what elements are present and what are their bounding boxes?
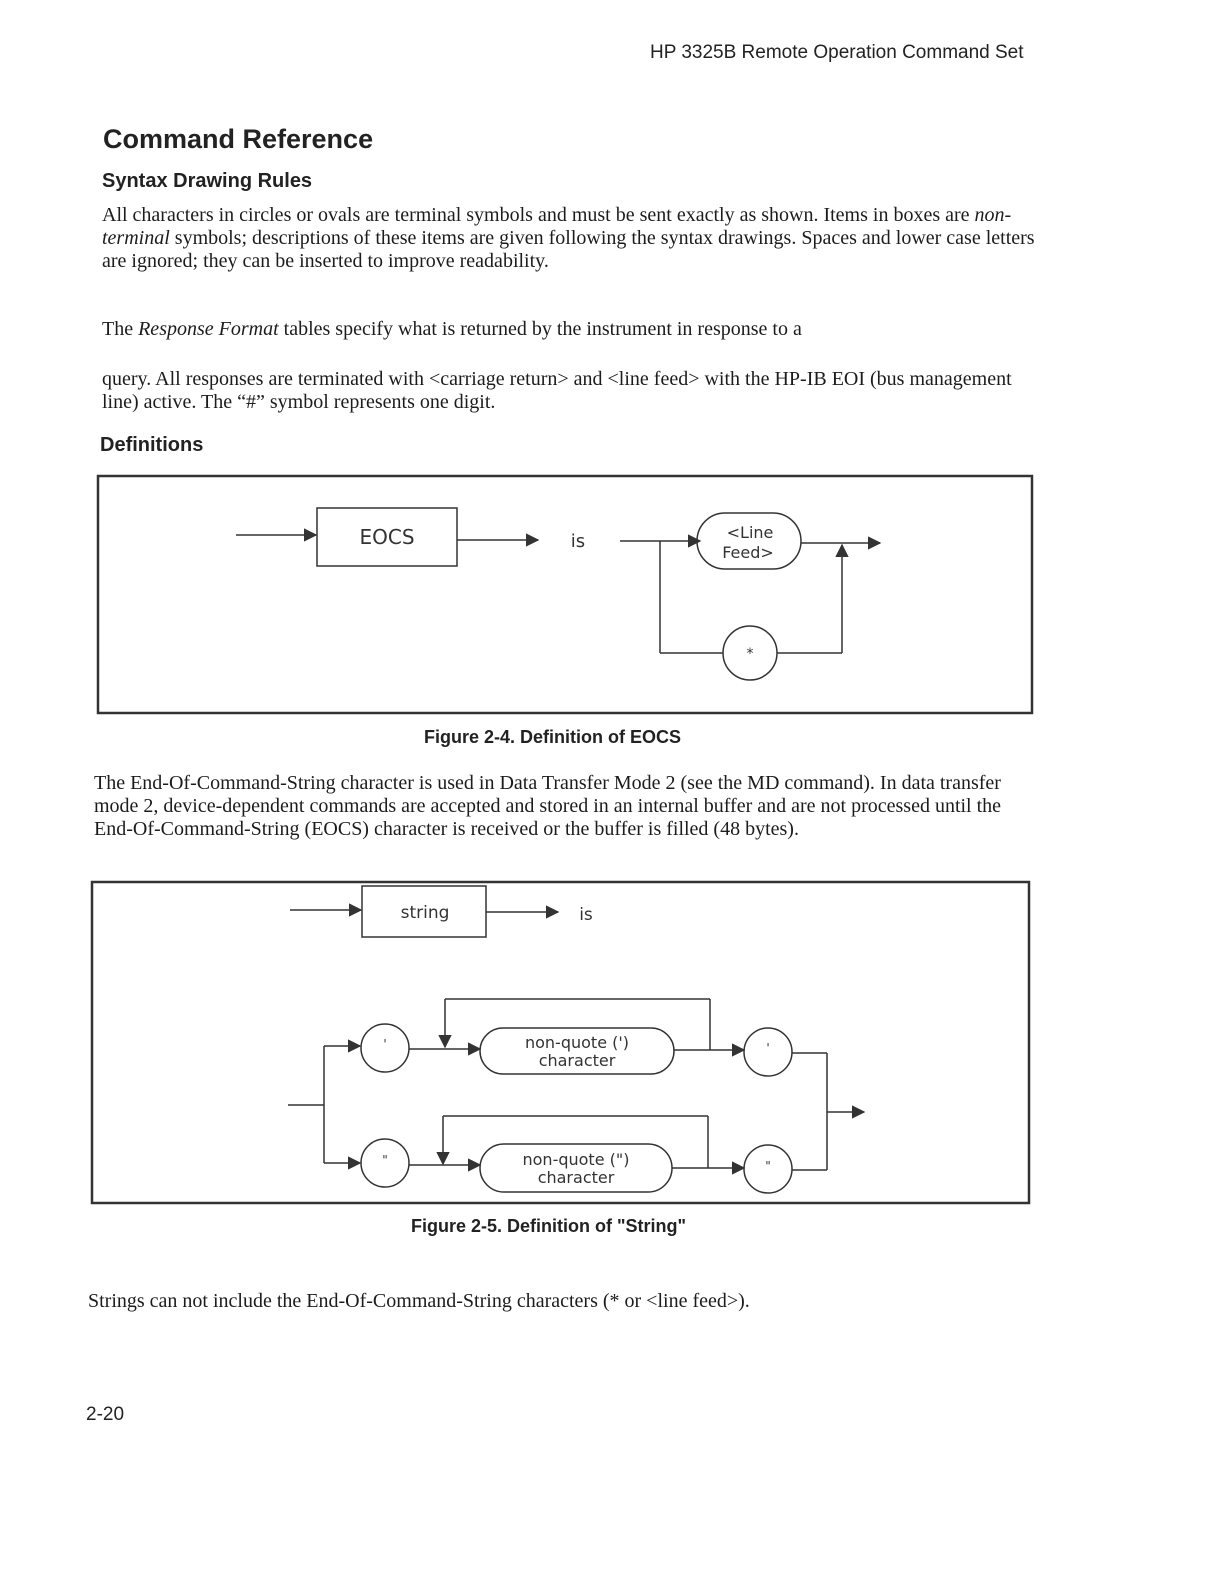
non-quote-double-line1: non-quote (") bbox=[522, 1150, 630, 1169]
non-quote-single-line2: character bbox=[538, 1051, 616, 1070]
string-box-label: string bbox=[400, 903, 450, 923]
line-feed-label-line2: Feed> bbox=[722, 543, 774, 562]
response-format-emphasis: Response Format bbox=[138, 318, 279, 340]
non-quote-single-line1: non-quote (') bbox=[524, 1033, 630, 1052]
definitions-heading: Definitions bbox=[100, 434, 204, 456]
eocs-box-label: EOCS bbox=[359, 525, 415, 549]
running-header: HP 3325B Remote Operation Command Set bbox=[650, 42, 1024, 63]
asterisk-label: * bbox=[746, 646, 754, 662]
section-title: Command Reference bbox=[103, 124, 374, 154]
string-is-label: is bbox=[579, 905, 593, 925]
figure-2-5-caption: Figure 2-5. Definition of "String" bbox=[411, 1216, 687, 1236]
double-quote-open-label: " bbox=[382, 1153, 388, 1167]
non-terminal-emphasis: non-terminal bbox=[102, 204, 1012, 249]
non-quote-double-line2: character bbox=[537, 1168, 615, 1187]
eocs-is-label: is bbox=[570, 531, 586, 552]
line-feed-label-line1: <Line bbox=[726, 523, 774, 542]
strings-note-paragraph: Strings can not include the End-Of-Command-String characters (* or <line feed>). bbox=[88, 1290, 750, 1312]
single-quote-close-label: ' bbox=[766, 1041, 770, 1055]
response-terminator-paragraph: query. All responses are terminated with <carriage return> and <line feed> with the HP-IB EOI (bus management line) active. The “#” symbol represents one digit. bbox=[102, 368, 1012, 413]
double-quote-close-label: " bbox=[765, 1159, 771, 1173]
section-subtitle: Syntax Drawing Rules bbox=[102, 170, 313, 192]
response-format-paragraph: The Response Format tables specify what is returned by the instrument in response to a bbox=[102, 318, 802, 340]
single-quote-open-label: ' bbox=[383, 1037, 387, 1051]
syntax-rules-paragraph: All characters in circles or ovals are terminal symbols and must be sent exactly as shown. Items in boxes are non-terminal symbols; descriptions of these items are given following the syntax drawings. Spaces and lower case letters are ignored; they can be inserted to improve readability. bbox=[102, 204, 1035, 272]
page-number: 2-20 bbox=[86, 1404, 125, 1425]
figure-2-4-caption: Figure 2-4. Definition of EOCS bbox=[424, 727, 682, 747]
eocs-figure-frame bbox=[98, 476, 1032, 713]
eocs-description-paragraph: The End-Of-Command-String character is used in Data Transfer Mode 2 (see the MD command). In data transfer mode 2, device-dependent commands are accepted and stored in an internal buffer and are not processed until the End-Of-Command-String (EOCS) character is received or the buffer is filled (48 bytes). bbox=[94, 772, 1002, 840]
